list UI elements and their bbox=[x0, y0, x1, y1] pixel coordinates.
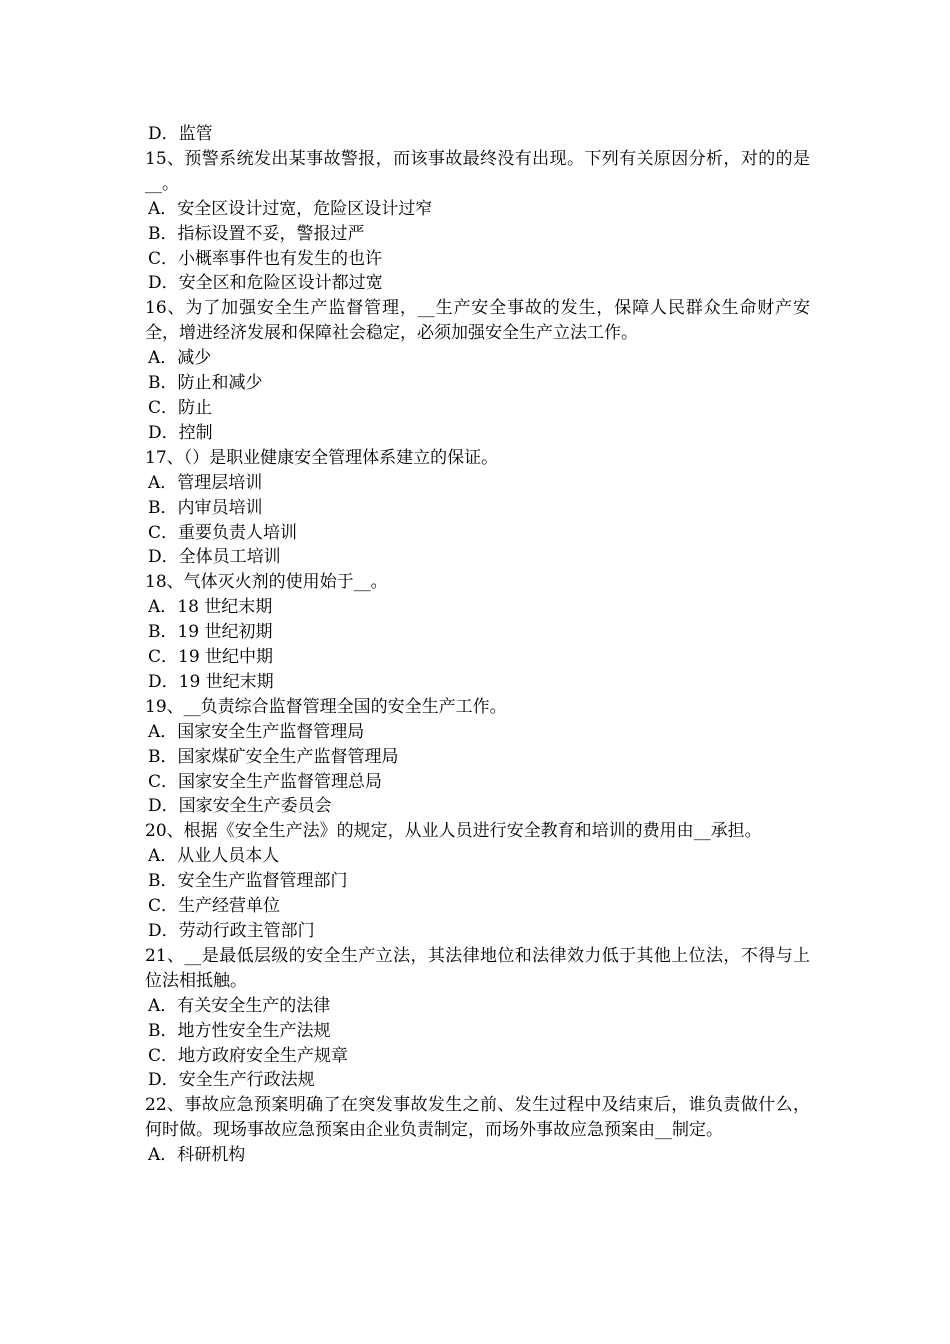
answer-option: C．小概率事件也有发生的也许 bbox=[148, 248, 383, 269]
answer-option: A．从业人员本人 bbox=[148, 846, 280, 867]
answer-option: C．防止 bbox=[148, 397, 213, 418]
answer-option: C．重要负责人培训 bbox=[148, 522, 298, 543]
question-text: 18、气体灭火剂的使用始于__。 bbox=[145, 572, 388, 593]
answer-option: B．防止和减少 bbox=[148, 373, 263, 394]
answer-option: A．有关安全生产的法律 bbox=[148, 995, 331, 1016]
answer-option: D．安全生产行政法规 bbox=[148, 1070, 315, 1091]
answer-option: A．管理层培训 bbox=[148, 472, 263, 493]
answer-option: D．安全区和危险区设计都过宽 bbox=[148, 273, 383, 294]
answer-option: A．减少 bbox=[148, 348, 212, 369]
question-list bbox=[145, 122, 810, 1168]
answer-option: D．19 世纪末期 bbox=[148, 671, 274, 692]
answer-option: B．安全生产监督管理部门 bbox=[148, 871, 348, 892]
question-text: 22、事故应急预案明确了在突发事故发生之前、发生过程中及结束后，谁负责做什么，何时做。现场事故应急预案由企业负责制定，而场外事故应急预案由__制定。 bbox=[145, 1095, 810, 1141]
question-text: 19、__负责综合监督管理全国的安全生产工作。 bbox=[145, 696, 507, 717]
answer-option: D．全体员工培训 bbox=[148, 547, 281, 568]
answer-option: A．18 世纪末期 bbox=[148, 597, 273, 618]
answer-option: B．地方性安全生产法规 bbox=[148, 1020, 331, 1041]
answer-option: D．监管 bbox=[148, 124, 213, 144]
answer-option: B．19 世纪初期 bbox=[148, 622, 273, 643]
answer-option: D．控制 bbox=[148, 422, 213, 443]
answer-option: B．内审员培训 bbox=[148, 497, 263, 518]
answer-option: C．生产经营单位 bbox=[148, 896, 281, 917]
answer-option: D．劳动行政主管部门 bbox=[148, 921, 315, 941]
answer-option: C．19 世纪中期 bbox=[148, 647, 274, 668]
question-text: 15、预警系统发出某事故警报，而该事故最终没有出现。下列有关原因分析，对的的是__。 bbox=[145, 148, 810, 194]
answer-option: C．国家安全生产监督管理总局 bbox=[148, 771, 383, 792]
answer-option: A．科研机构 bbox=[148, 1145, 246, 1166]
answer-option: A．国家安全生产监督管理局 bbox=[148, 721, 365, 742]
question-text: 16、为了加强安全生产监督管理，__生产安全事故的发生，保障人民群众生命财产安全，增进经济发展和保障社会稳定，必须加强安全生产立法工作。 bbox=[145, 298, 810, 344]
question-text: 21、__是最低层级的安全生产立法，其法律地位和法律效力低于其他上位法，不得与上位法相抵触。 bbox=[145, 945, 810, 991]
answer-option: B．指标设置不妥，警报过严 bbox=[148, 223, 365, 244]
question-text: 17、（）是职业健康安全管理体系建立的保证。 bbox=[145, 447, 499, 468]
answer-option: C．地方政府安全生产规章 bbox=[148, 1045, 349, 1066]
answer-option: B．国家煤矿安全生产监督管理局 bbox=[148, 746, 399, 767]
question-text: 20、根据《安全生产法》的规定，从业人员进行安全教育和培训的费用由__承担。 bbox=[145, 821, 762, 842]
answer-option: D．国家安全生产委员会 bbox=[148, 796, 332, 817]
answer-option: A．安全区设计过宽，危险区设计过窄 bbox=[148, 198, 433, 219]
